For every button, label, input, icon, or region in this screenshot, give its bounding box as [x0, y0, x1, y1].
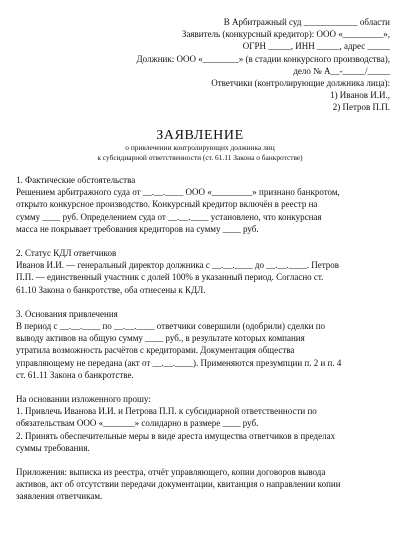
section-heading-status: 2. Статус КДЛ ответчиков — [16, 248, 117, 259]
appendix-line: заявления ответчикам. — [16, 491, 103, 502]
document-title: ЗАЯВЛЕНИЕ — [156, 128, 244, 143]
subtitle-line: о привлечении контролирующих должника лиц — [125, 143, 275, 152]
document-subtitle — [0, 143, 400, 162]
court-line: В Арбитражный суд ____________ области — [223, 17, 390, 27]
respondent-1: 1) Иванов И.И., — [330, 90, 390, 101]
section-heading-grounds: 3. Основания привлечения — [16, 308, 118, 319]
appendix-line: Приложения: выписка из реестра, отчёт управляющего, копии договоров вывода — [16, 467, 326, 478]
body-line: выводу активов на общую сумму ____ руб., в результате которых компания — [16, 333, 305, 344]
document-body — [16, 174, 388, 503]
request-intro: На основании изложенного прошу: — [16, 394, 151, 405]
body-line: управляющему не передана (акт от __.__.____). Применяются презумпции п. 2 и п. 4 — [16, 357, 342, 368]
body-line: Решением арбитражного суда от __.__.____ ООО «_________» признано банкротом, — [16, 187, 340, 198]
request-line: 2. Принять обеспечительные меры в виде ареста имущества ответчиков в пределах — [16, 430, 336, 441]
respondents-label: Ответчики (контролирующие должника лица): — [211, 78, 390, 89]
body-line: утратила возможность расчётов с кредиторами. Документация общества — [16, 345, 295, 356]
body-line: открыто конкурсное производство. Конкурсный кредитор включён в реестр на — [16, 199, 318, 210]
body-line: П.П. — единственный участник с долей 100% в указанный период. Согласно ст. — [16, 272, 324, 283]
section-heading-facts: 1. Фактические обстоятельства — [16, 175, 136, 185]
subtitle-line: к субсидиарной ответственности (ст. 61.11 Закона о банкротстве) — [97, 152, 303, 162]
body-line: Иванов И.И. — генеральный директор должника с __.__.____ до __.__.____. Петров — [16, 260, 340, 271]
case-number-line: дело № А__-_____/_____ — [293, 65, 390, 76]
body-line: 61.10 Закона о банкротстве, оба отнесены к КДЛ. — [16, 284, 206, 295]
debtor-line: Должник: ООО «________» (в стадии конкурсного производства), — [136, 53, 390, 64]
respondent-2: 2) Петров П.П. — [332, 102, 390, 113]
body-line: масса не покрывает требования кредиторов на сумму ____ руб. — [16, 223, 259, 234]
applicant-line: Заявитель (конкурсный кредитор): ООО «_________», — [181, 29, 390, 40]
request-line: суммы требования. — [16, 442, 90, 453]
body-line: сумму ____ руб. Определением суда от __.__.____ установлено, что конкурсная — [16, 211, 322, 222]
body-line: ст. 61.11 Закона о банкротстве. — [16, 369, 134, 380]
applicant-ids-line: ОГРН _____, ИНН _____, адрес _____ — [242, 41, 390, 52]
request-line: 1. Привлечь Иванова И.И. и Петрова П.П. к субсидиарной ответственности по — [16, 406, 317, 417]
body-line: В период с __.__.____ по __.__.____ ответчики совершили (одобрили) сделки по — [16, 321, 326, 332]
appendix-line: активов, акт об отсутствии передачи документации, квитанция о направлении копии — [16, 479, 341, 490]
request-line: обязательствам ООО «_______» солидарно в размере ____ руб. — [16, 418, 259, 429]
document-header — [0, 16, 390, 114]
